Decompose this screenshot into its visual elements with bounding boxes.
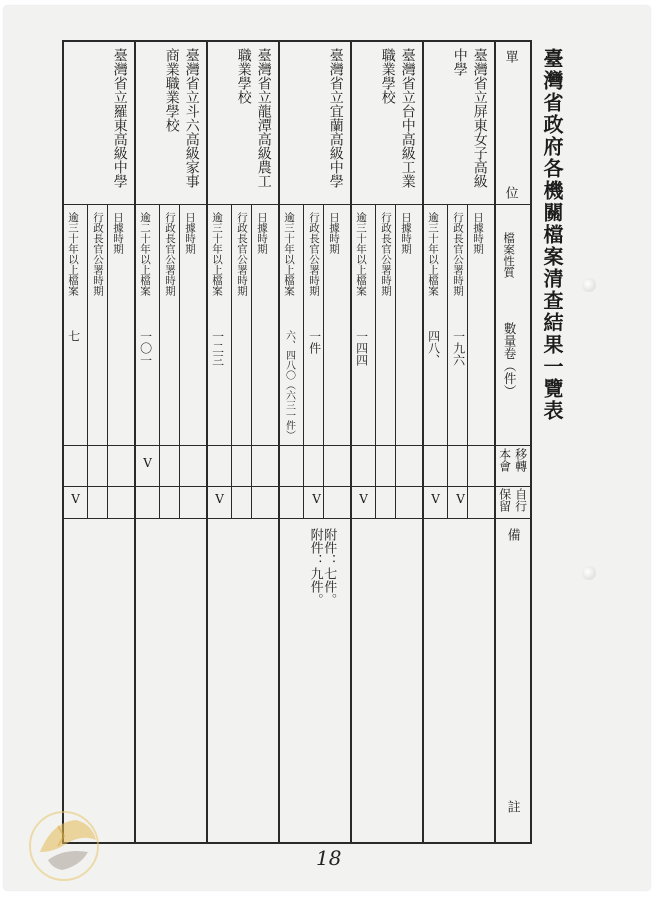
header-remarks: 註 bbox=[504, 800, 520, 813]
nature-cell: 行政長官公署時期 bbox=[164, 212, 177, 296]
nature-cell: 日據時期 bbox=[400, 212, 413, 254]
retain-check: V bbox=[309, 492, 324, 506]
retain-check: V bbox=[428, 492, 443, 506]
quantity-cell: 六、四八〇（六三一件） bbox=[283, 330, 295, 440]
unit-name: 臺灣省立屏東女子高級 bbox=[471, 48, 488, 188]
page-number: 18 bbox=[316, 846, 342, 870]
table-border-top bbox=[62, 40, 530, 42]
retain-check: V bbox=[68, 492, 83, 506]
divider-retain bbox=[62, 486, 530, 487]
row-divider bbox=[206, 40, 208, 842]
header-nature: 檔案性質 bbox=[502, 232, 517, 278]
unit-name: 中學 bbox=[451, 48, 468, 76]
sub-column-divider bbox=[251, 204, 252, 518]
quantity-cell: 一件 bbox=[307, 330, 322, 354]
nature-cell: 行政長官公署時期 bbox=[452, 212, 465, 296]
nature-cell: 日據時期 bbox=[472, 212, 485, 254]
document-title: 臺灣省政府各機關檔案清查結果一覽表 bbox=[540, 48, 564, 422]
retain-check: V bbox=[453, 492, 468, 506]
header-retain: 自行 bbox=[513, 488, 528, 512]
transfer-check: V bbox=[140, 456, 155, 470]
header-transfer: 本會 bbox=[497, 448, 512, 472]
nature-cell: 逾二十年以上檔案 bbox=[139, 212, 152, 296]
quantity-cell: 四八、 bbox=[426, 330, 441, 366]
nature-cell: 逾三十年以上檔案 bbox=[67, 212, 80, 296]
quantity-cell: 一二三 bbox=[210, 330, 225, 366]
sub-column-divider bbox=[323, 204, 324, 518]
punch-hole-top bbox=[582, 278, 596, 292]
unit-name: 職業學校 bbox=[379, 48, 396, 104]
header-retain: 保留 bbox=[497, 488, 512, 512]
sub-column-divider bbox=[303, 204, 304, 518]
sub-column-divider bbox=[87, 204, 88, 518]
divider-transfer bbox=[62, 445, 530, 446]
sub-column-divider bbox=[375, 204, 376, 518]
nature-cell: 逾三十年以上檔案 bbox=[283, 212, 296, 296]
unit-name: 臺灣省立斗六高級家事 bbox=[183, 48, 200, 188]
sub-column-divider bbox=[231, 204, 232, 518]
nature-cell: 逾三十年以上檔案 bbox=[211, 212, 224, 296]
quantity-cell: 一〇一 bbox=[138, 330, 153, 366]
unit-name: 臺灣省立台中高級工業 bbox=[399, 48, 416, 188]
nature-cell: 行政長官公署時期 bbox=[380, 212, 393, 296]
unit-name: 臺灣省立宜蘭高級中學 bbox=[327, 48, 344, 188]
table-border-bottom bbox=[62, 842, 530, 844]
unit-name: 職業學校 bbox=[235, 48, 252, 104]
punch-hole-bottom bbox=[582, 566, 596, 580]
header-quantity: 數量卷（件） bbox=[502, 322, 518, 397]
retain-check: V bbox=[356, 492, 371, 506]
nature-cell: 逾三十年以上檔案 bbox=[355, 212, 368, 296]
header-unit: 單 bbox=[502, 50, 518, 63]
sub-column-divider bbox=[107, 204, 108, 518]
row-divider bbox=[422, 40, 424, 842]
row-divider bbox=[278, 40, 280, 842]
quantity-cell: 七 bbox=[66, 330, 81, 342]
table-border-left bbox=[62, 40, 64, 842]
row-divider bbox=[350, 40, 352, 842]
nature-cell: 日據時期 bbox=[328, 212, 341, 254]
quantity-cell: 一四四 bbox=[354, 330, 369, 366]
header-remarks: 備 bbox=[504, 528, 520, 541]
divider-nature bbox=[62, 204, 530, 205]
sub-column-divider bbox=[447, 204, 448, 518]
unit-name: 臺灣省立龍潭高級農工 bbox=[255, 48, 272, 188]
remarks-cell: 附件：七件。 附件：九件。 bbox=[307, 528, 337, 606]
header-divider bbox=[494, 40, 496, 842]
header-transfer: 移轉 bbox=[513, 448, 528, 472]
retain-check: V bbox=[212, 492, 227, 506]
table-border-right bbox=[530, 40, 532, 844]
sub-column-divider bbox=[179, 204, 180, 518]
nature-cell: 日據時期 bbox=[184, 212, 197, 254]
nature-cell: 行政長官公署時期 bbox=[92, 212, 105, 296]
unit-name: 臺灣省立羅東高級中學 bbox=[111, 48, 128, 188]
nature-cell: 日據時期 bbox=[256, 212, 269, 254]
nature-cell: 行政長官公署時期 bbox=[236, 212, 249, 296]
nature-cell: 逾三十年以上檔案 bbox=[427, 212, 440, 296]
divider-remarks bbox=[62, 518, 530, 519]
sub-column-divider bbox=[467, 204, 468, 518]
quantity-cell: 一九六 bbox=[451, 330, 466, 366]
nature-cell: 日據時期 bbox=[112, 212, 125, 254]
nature-cell: 行政長官公署時期 bbox=[308, 212, 321, 296]
row-divider bbox=[134, 40, 136, 842]
sub-column-divider bbox=[159, 204, 160, 518]
header-unit: 位 bbox=[502, 186, 518, 199]
archive-logo-watermark bbox=[18, 800, 114, 884]
unit-name: 商業職業學校 bbox=[163, 48, 180, 132]
sub-column-divider bbox=[395, 204, 396, 518]
